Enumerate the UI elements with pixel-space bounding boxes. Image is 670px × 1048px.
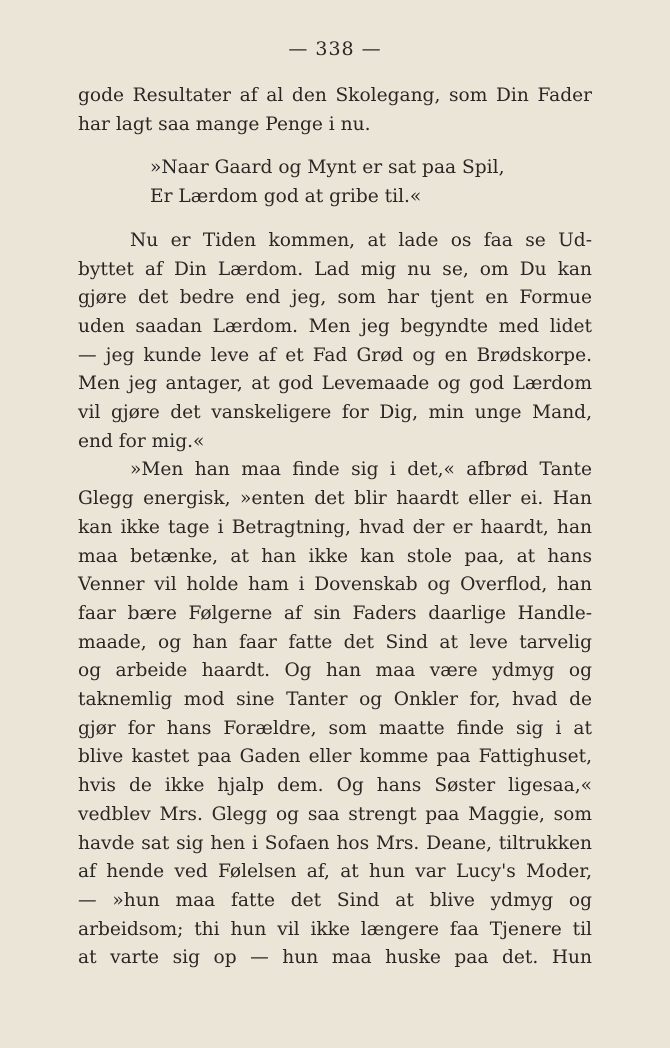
text-line: taknemlig mod sine Tanter og Onkler for, hvad de [78, 689, 592, 711]
text-line: arbeidsom; thi hun vil ikke længere faa Tjenere til [78, 918, 592, 940]
text-line: — »hun maa fatte det Sind at blive ydmyg og [78, 889, 592, 911]
paragraph [78, 456, 592, 973]
text-line: Men jeg antager, at god Levemaade og god Lærdom [78, 373, 592, 395]
text-line: end for mig.« [78, 430, 205, 452]
verse-line: Er Lærdom god at gribe til.« [150, 186, 422, 208]
paragraph [78, 227, 592, 457]
text-line: Glegg energisk, »enten det blir haardt eller ei. Han [78, 488, 592, 510]
text-line: gode Resultater af al den Skolegang, som Din Fader [78, 85, 592, 106]
text-line: havde sat sig hen i Sofaen hos Mrs. Deane, tiltrukken [78, 832, 592, 854]
text-line: af hende ved Følelsen af, at hun var Lucy's Moder, [78, 861, 592, 883]
text-line: maade, og han faar fatte det Sind at leve tarvelig [78, 631, 592, 653]
text-line: maa betænke, at han ikke kan stole paa, at hans [78, 545, 592, 567]
body-text [78, 82, 592, 973]
text-line: Nu er Tiden kommen, at lade os faa se Ud- [130, 229, 592, 251]
text-line: — jeg kunde leve af et Fad Grød og en Brødskorpe. [78, 344, 592, 366]
text-line: har lagt saa mange Penge i nu. [78, 113, 371, 135]
text-line: hvis de ikke hjalp dem. Og hans Søster ligesaa,« [78, 775, 592, 797]
text-line: gjøre det bedre end jeg, som har tjent en Formue [78, 287, 592, 309]
text-line: faar bære Følgerne af sin Faders daarlige Handle- [78, 602, 592, 624]
paragraph [78, 82, 592, 139]
text-line: Venner vil holde ham i Dovenskab og Overflod, han [78, 574, 592, 596]
text-line: uden saadan Lærdom. Men jeg begyndte med lidet [78, 315, 592, 337]
text-line: vil gjøre det vanskeligere for Dig, min unge Mand, [78, 402, 592, 424]
verse-line: »Naar Gaard og Mynt er sat paa Spil, [150, 157, 505, 179]
text-line: at varte sig op — hun maa huske paa det. Hun [78, 947, 592, 969]
text-line: »Men han maa finde sig i det,« afbrød Tante [130, 459, 592, 481]
text-line: byttet af Din Lærdom. Lad mig nu se, om Du kan [78, 258, 592, 280]
verse [78, 154, 592, 211]
text-line: blive kastet paa Gaden eller komme paa Fattighuset, [78, 746, 592, 768]
text-line: vedblev Mrs. Glegg og saa strengt paa Maggie, som [78, 803, 592, 825]
page-number: — 338 — [288, 38, 382, 60]
text-line: gjør for hans Forældre, som maatte finde sig i at [78, 717, 592, 739]
text-line: kan ikke tage i Betragtning, hvad der er haardt, han [78, 516, 592, 538]
text-line: og arbeide haardt. Og han maa være ydmyg og [78, 660, 592, 682]
